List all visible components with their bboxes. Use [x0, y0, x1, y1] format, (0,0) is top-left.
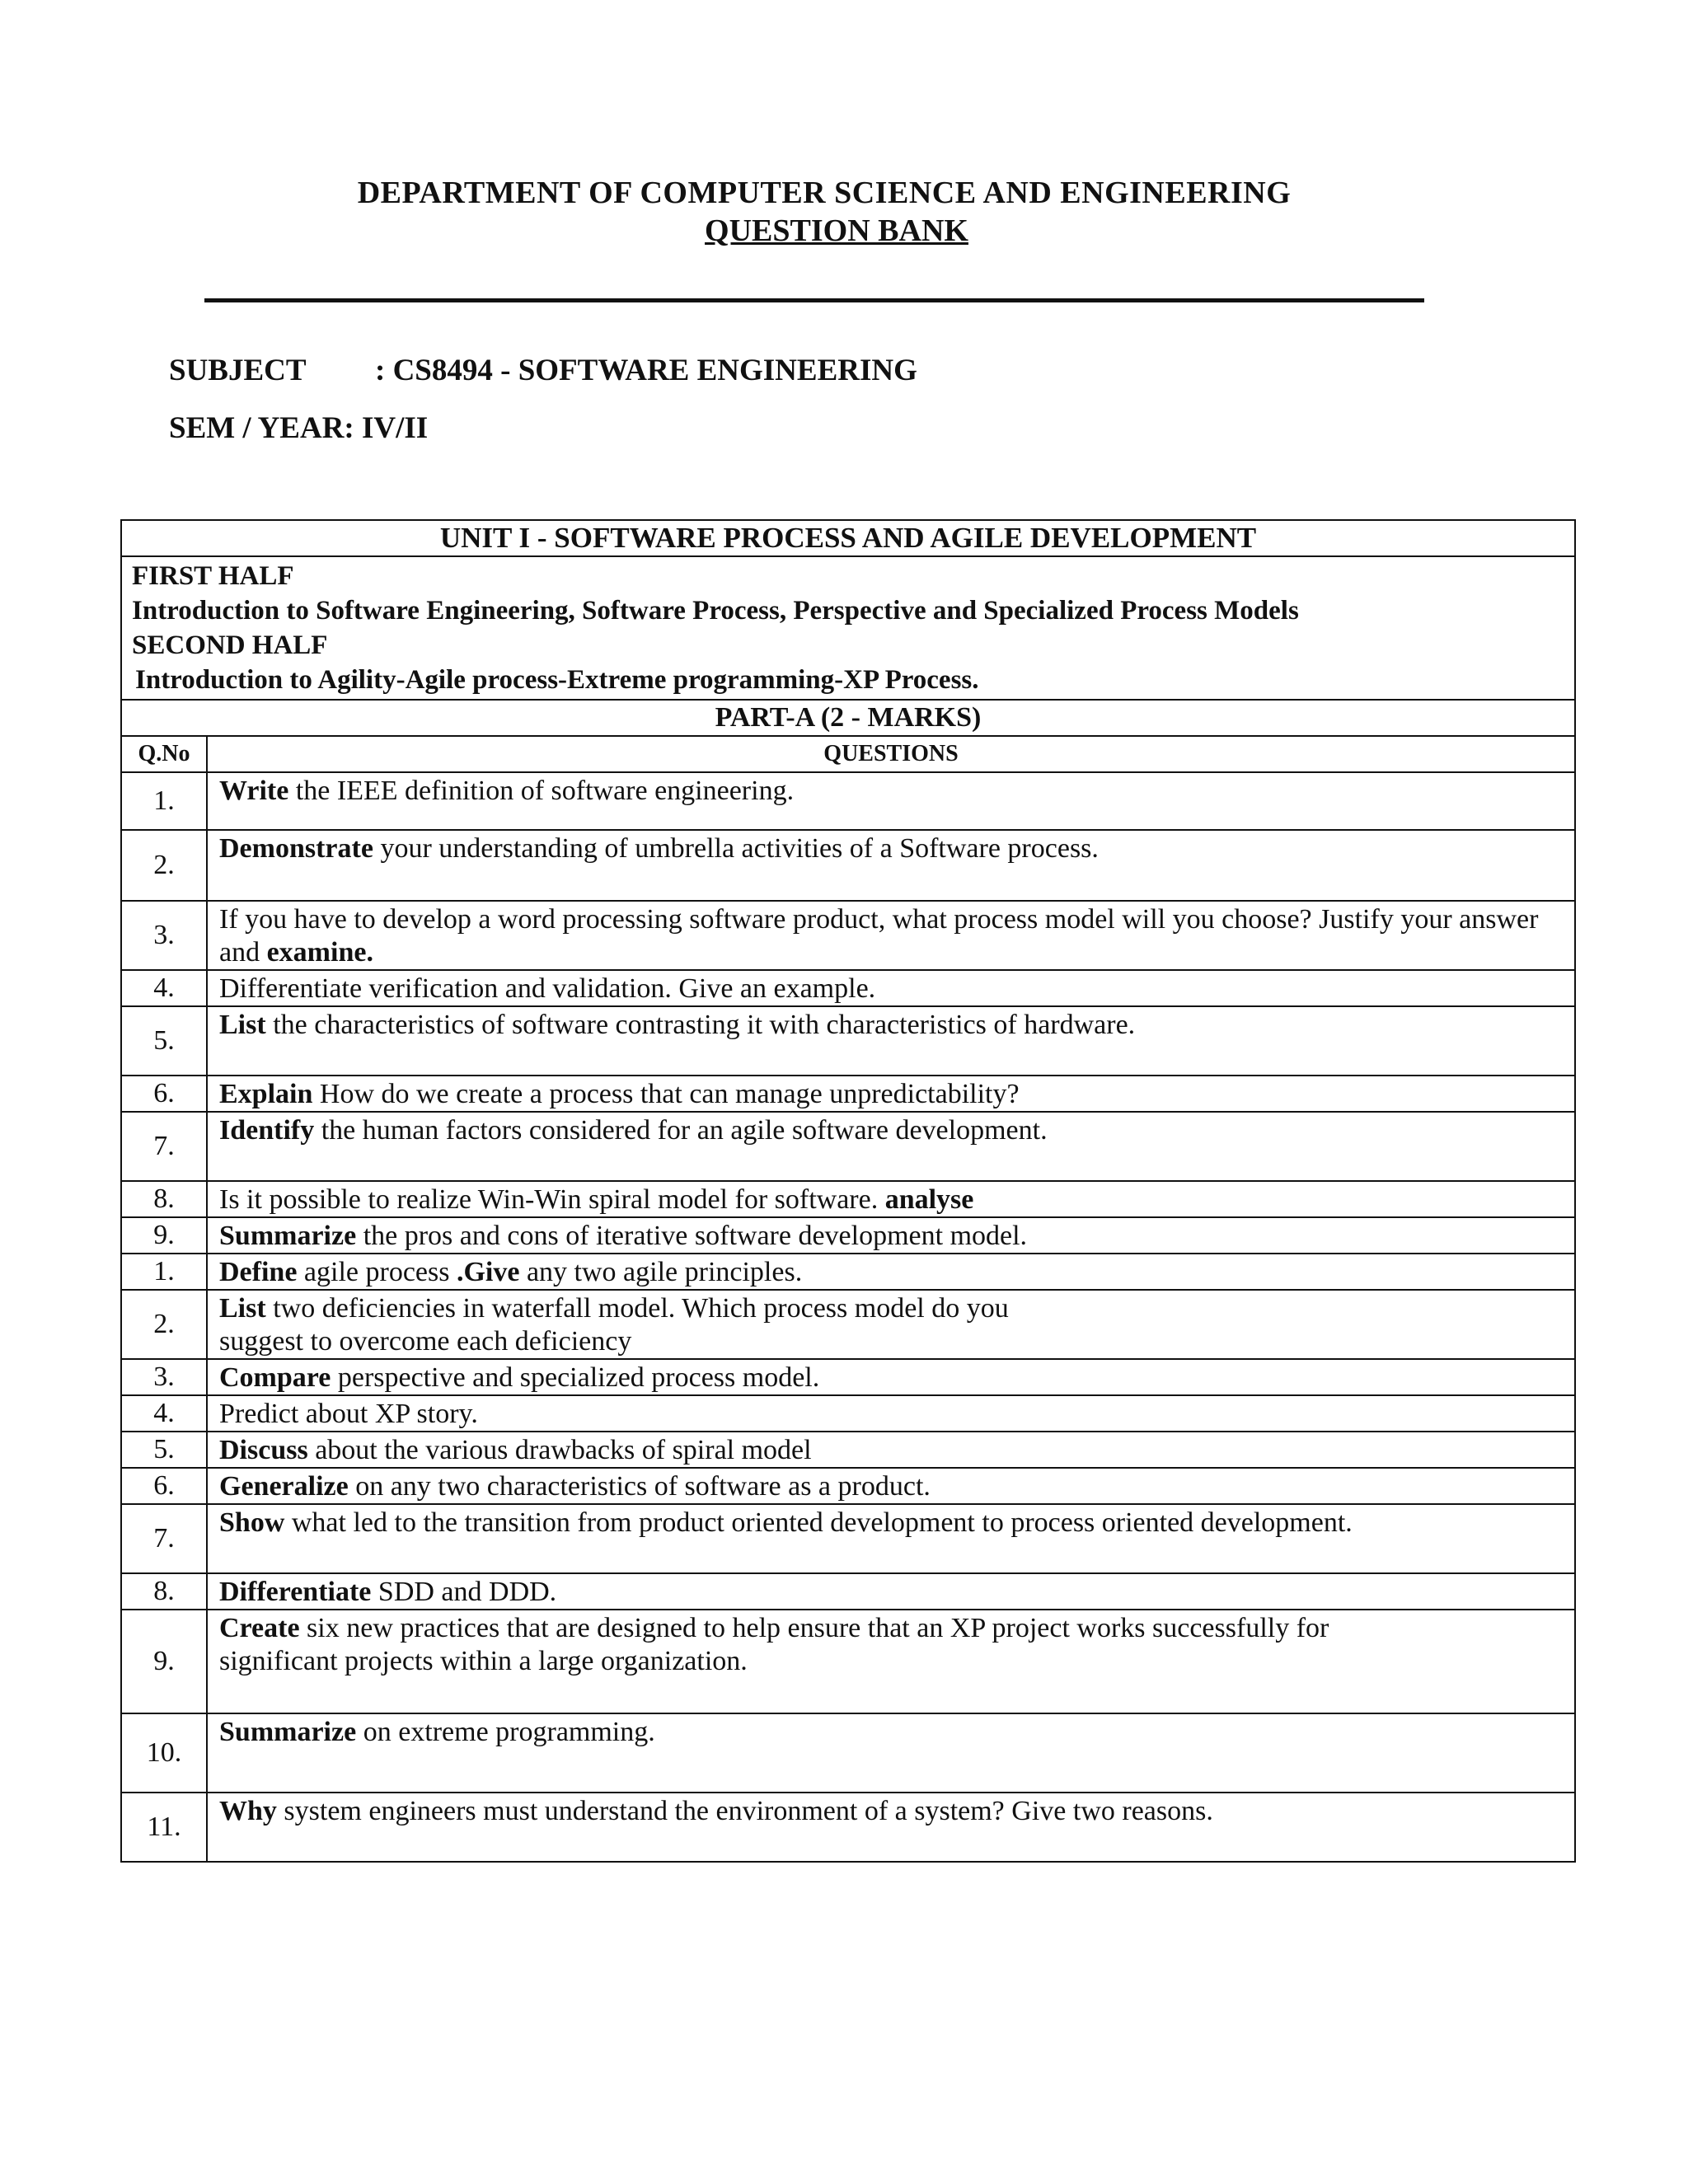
question-text: Discuss about the various drawbacks of spiral model: [207, 1432, 1575, 1468]
question-text: List two deficiencies in waterfall model. Which process model do you suggest to overcome each deficiency: [207, 1290, 1575, 1359]
question-number: 4.: [121, 1395, 207, 1432]
question-row: [121, 1006, 1575, 1076]
question-row: [121, 970, 1575, 1006]
question-row: [121, 772, 1575, 830]
question-row: [121, 1573, 1575, 1610]
question-number: 3.: [121, 901, 207, 970]
question-text: Compare perspective and specialized process model.: [207, 1359, 1575, 1395]
question-number: 9.: [121, 1610, 207, 1713]
question-text: Define agile process .Give any two agile principles.: [207, 1254, 1575, 1290]
question-row: [121, 1713, 1575, 1793]
first-half-topics: Introduction to Software Engineering, Software Process, Perspective and Specialized Process Models: [132, 596, 1299, 626]
question-row: [121, 1254, 1575, 1290]
question-text: Predict about XP story.: [207, 1395, 1575, 1432]
subject-value: : CS8494 - SOFTWARE ENGINEERING: [375, 354, 917, 387]
second-half-topics: Introduction to Agility-Agile process-Extreme programming-XP Process.: [135, 665, 979, 695]
question-text: If you have to develop a word processing software product, what process model will you choose? Justify your answer and examine.: [207, 901, 1575, 970]
question-text: Why system engineers must understand the environment of a system? Give two reasons.: [207, 1793, 1575, 1862]
subject-line: [169, 353, 917, 388]
unit-halves-row: [121, 556, 1575, 700]
department-heading: DEPARTMENT OF COMPUTER SCIENCE AND ENGINEERING: [357, 176, 1292, 210]
question-text: Write the IEEE definition of software engineering.: [207, 772, 1575, 830]
second-half-label: SECOND HALF: [132, 630, 328, 660]
question-number: 9.: [121, 1217, 207, 1254]
question-text: Differentiate verification and validation. Give an example.: [207, 970, 1575, 1006]
question-row: [121, 1504, 1575, 1573]
question-row: [121, 1359, 1575, 1395]
unit-title: UNIT I - SOFTWARE PROCESS AND AGILE DEVELOPMENT: [121, 520, 1575, 556]
question-number: 8.: [121, 1181, 207, 1217]
question-text: Summarize on extreme programming.: [207, 1713, 1575, 1793]
first-half-label: FIRST HALF: [132, 561, 294, 591]
question-text: Summarize the pros and cons of iterative software development model.: [207, 1217, 1575, 1254]
question-number: 10.: [121, 1713, 207, 1793]
question-number: 7.: [121, 1112, 207, 1181]
question-number: 7.: [121, 1504, 207, 1573]
question-number: 4.: [121, 970, 207, 1006]
question-number: 6.: [121, 1468, 207, 1504]
question-row: [121, 1181, 1575, 1217]
question-bank-title: QUESTION BANK: [705, 213, 968, 248]
question-text: List the characteristics of software contrasting it with characteristics of hardware.: [207, 1006, 1575, 1076]
question-text: Create six new practices that are designed to help ensure that an XP project works successfully for significant projects within a large organization.: [207, 1610, 1575, 1713]
question-row: [121, 830, 1575, 901]
question-text: Show what led to the transition from product oriented development to process oriented development.: [207, 1504, 1575, 1573]
question-row: [121, 901, 1575, 970]
question-text: Demonstrate your understanding of umbrella activities of a Software process.: [207, 830, 1575, 901]
header-divider: [204, 298, 1424, 302]
question-number: 11.: [121, 1793, 207, 1862]
question-row: [121, 1395, 1575, 1432]
question-number: 5.: [121, 1006, 207, 1076]
part-title-row: [121, 700, 1575, 736]
question-number: 5.: [121, 1432, 207, 1468]
questions-header: QUESTIONS: [207, 736, 1575, 772]
part-title: PART-A (2 - MARKS): [121, 700, 1575, 736]
question-text: Differentiate SDD and DDD.: [207, 1573, 1575, 1610]
question-row: [121, 1432, 1575, 1468]
question-row: [121, 1468, 1575, 1504]
question-number: 1.: [121, 772, 207, 830]
question-row: [121, 1217, 1575, 1254]
question-number: 8.: [121, 1573, 207, 1610]
qno-header: Q.No: [121, 736, 207, 772]
question-row: [121, 1076, 1575, 1112]
question-row: [121, 1290, 1575, 1359]
unit-title-row: [121, 520, 1575, 556]
question-number: 2.: [121, 1290, 207, 1359]
question-text: Identify the human factors considered for an agile software development.: [207, 1112, 1575, 1181]
question-number: 2.: [121, 830, 207, 901]
question-text: Is it possible to realize Win-Win spiral model for software. analyse: [207, 1181, 1575, 1217]
question-text: Generalize on any two characteristics of software as a product.: [207, 1468, 1575, 1504]
question-text: Explain How do we create a process that can manage unpredictability?: [207, 1076, 1575, 1112]
question-table: [120, 519, 1576, 1863]
sem-year-line: [169, 410, 428, 446]
question-number: 1.: [121, 1254, 207, 1290]
question-row: [121, 1793, 1575, 1862]
question-number: 3.: [121, 1359, 207, 1395]
question-number: 6.: [121, 1076, 207, 1112]
sem-year-label: SEM / YEAR:: [169, 411, 354, 445]
column-header-row: [121, 736, 1575, 772]
subject-label: SUBJECT: [169, 354, 307, 387]
question-row: [121, 1112, 1575, 1181]
question-row: [121, 1610, 1575, 1713]
sem-year-value: IV/II: [362, 411, 429, 445]
